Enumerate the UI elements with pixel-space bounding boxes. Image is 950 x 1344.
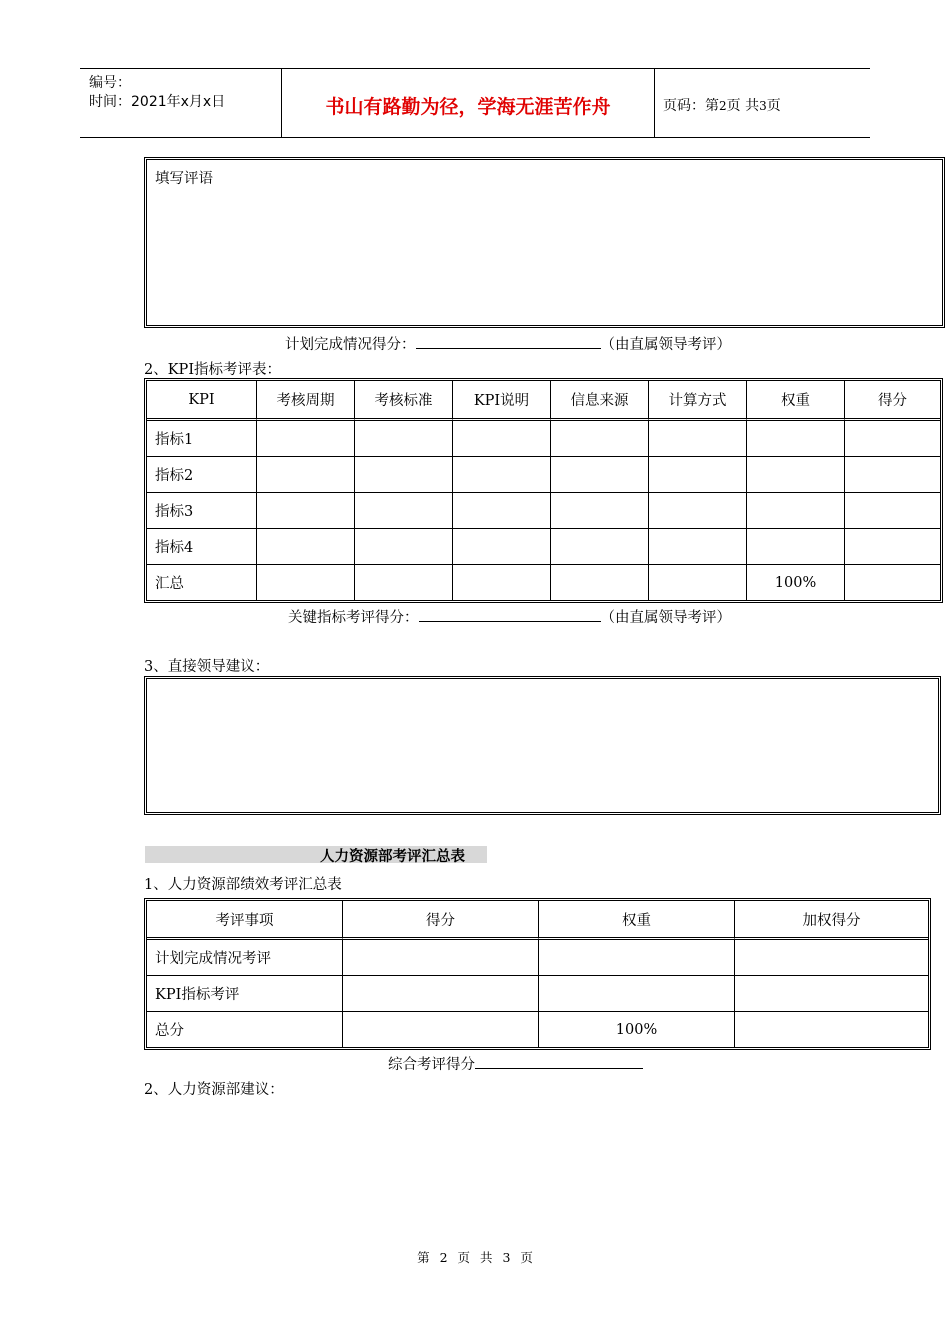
kpi-row-label: 指标1: [147, 421, 257, 457]
kpi-header-cell: 权重: [747, 381, 845, 421]
table-cell[interactable]: [453, 421, 551, 457]
table-cell[interactable]: [453, 565, 551, 600]
kpi-header-cell: 计算方式: [649, 381, 747, 421]
hr-row-label: 总分: [147, 1012, 343, 1047]
table-row: [147, 1012, 928, 1047]
table-cell[interactable]: [355, 493, 453, 529]
kpi-header-cell: 得分: [845, 381, 940, 421]
page-header: [80, 68, 870, 138]
table-cell[interactable]: [453, 529, 551, 565]
table-cell[interactable]: [845, 457, 940, 493]
plan-score-line: [285, 333, 731, 354]
page-suffix: 页: [766, 98, 781, 114]
total-score-label: 综合考评得分: [388, 1057, 475, 1073]
comments-box[interactable]: [144, 157, 945, 328]
kpi-row-label: 指标2: [147, 457, 257, 493]
plan-score-note: （由直属领导考评）: [600, 337, 731, 353]
weight-total-cell[interactable]: 100%: [539, 1012, 735, 1047]
kpi-score-blank[interactable]: [419, 607, 601, 622]
hr-advice-title: 2、人力资源部建议：: [144, 1082, 284, 1098]
table-cell[interactable]: [355, 421, 453, 457]
table-cell[interactable]: [649, 493, 747, 529]
page-current: 2: [719, 99, 727, 113]
kpi-table: [144, 378, 943, 603]
table-cell[interactable]: [355, 457, 453, 493]
kpi-header-cell: 考核周期: [257, 381, 355, 421]
table-cell[interactable]: [257, 565, 355, 600]
table-cell[interactable]: [257, 457, 355, 493]
table-row: [147, 940, 928, 976]
table-cell[interactable]: [747, 529, 845, 565]
table-cell[interactable]: [735, 976, 928, 1012]
table-cell[interactable]: [845, 565, 940, 600]
table-cell[interactable]: [747, 421, 845, 457]
hr-header-cell: 加权得分: [735, 901, 928, 940]
kpi-header-cell: KPI说明: [453, 381, 551, 421]
table-cell[interactable]: [845, 421, 940, 457]
time-label: 时间：2021年x月x日: [89, 94, 226, 110]
hr-heading: 人力资源部考评汇总表: [320, 848, 465, 865]
table-cell[interactable]: [845, 493, 940, 529]
table-cell[interactable]: [539, 940, 735, 976]
table-cell[interactable]: [649, 529, 747, 565]
table-cell[interactable]: [649, 565, 747, 600]
kpi-section-title: 2、KPI指标考评表：: [144, 362, 282, 378]
table-cell[interactable]: [551, 421, 649, 457]
table-cell[interactable]: [735, 940, 928, 976]
table-cell[interactable]: [649, 421, 747, 457]
table-row: [147, 421, 940, 457]
kpi-header-cell: 信息来源: [551, 381, 649, 421]
table-cell[interactable]: [453, 457, 551, 493]
table-cell[interactable]: [747, 493, 845, 529]
table-row: [147, 565, 940, 600]
leader-section-title: 3、直接领导建议：: [144, 659, 270, 675]
kpi-row-label: 汇总: [147, 565, 257, 600]
kpi-row-label: 指标4: [147, 529, 257, 565]
page-prefix: 页码：第: [663, 98, 719, 114]
page-footer: 第 2 页 共 3 页: [417, 1250, 533, 1265]
table-cell[interactable]: [257, 493, 355, 529]
hr-row-label: KPI指标考评: [147, 976, 343, 1012]
kpi-row-label: 指标3: [147, 493, 257, 529]
comments-label: 填写评语: [155, 171, 213, 187]
header-meta: [80, 69, 282, 137]
hr-subtitle: 1、人力资源部绩效考评汇总表: [144, 877, 342, 893]
hr-row-label: 计划完成情况考评: [147, 940, 343, 976]
page-mid: 页 共: [726, 98, 760, 114]
table-cell[interactable]: [845, 529, 940, 565]
kpi-header-cell: 考核标准: [355, 381, 453, 421]
table-cell[interactable]: [735, 1012, 928, 1047]
table-cell[interactable]: [257, 529, 355, 565]
kpi-score-note: （由直属领导考评）: [600, 610, 731, 626]
table-cell[interactable]: [551, 529, 649, 565]
page-indicator: [663, 95, 781, 115]
hr-summary-table: [144, 898, 931, 1050]
kpi-header-cell: KPI: [147, 381, 257, 421]
table-cell[interactable]: [343, 1012, 539, 1047]
table-row: [147, 976, 928, 1012]
plan-score-blank[interactable]: [416, 334, 601, 349]
table-cell[interactable]: [551, 493, 649, 529]
table-cell[interactable]: [343, 976, 539, 1012]
weight-total-cell[interactable]: 100%: [747, 565, 845, 600]
hr-heading-bar: [145, 846, 487, 863]
header-page-cell: [655, 69, 870, 137]
total-score-line: [388, 1053, 643, 1074]
hr-header-cell: 权重: [539, 901, 735, 940]
leader-advice-box[interactable]: [144, 676, 941, 815]
total-score-blank[interactable]: [475, 1054, 643, 1069]
page-total: 3: [759, 99, 767, 113]
table-cell[interactable]: [453, 493, 551, 529]
kpi-score-label: 关键指标考评得分：: [288, 610, 419, 626]
header-motto: 书山有路勤为径，学海无涯苦作舟: [325, 96, 611, 118]
table-row: [147, 529, 940, 565]
header-motto-cell: [282, 69, 655, 137]
table-cell[interactable]: [257, 421, 355, 457]
table-cell[interactable]: [649, 457, 747, 493]
table-cell[interactable]: [355, 529, 453, 565]
table-cell[interactable]: [539, 976, 735, 1012]
plan-score-label: 计划完成情况得分：: [285, 337, 416, 353]
table-cell[interactable]: [355, 565, 453, 600]
table-cell[interactable]: [551, 565, 649, 600]
table-cell[interactable]: [747, 457, 845, 493]
hr-header-cell: 得分: [343, 901, 539, 940]
kpi-score-line: [288, 606, 731, 627]
hr-header-cell: 考评事项: [147, 901, 343, 940]
table-cell[interactable]: [551, 457, 649, 493]
number-label: 编号：: [89, 75, 131, 91]
kpi-header-row: [147, 381, 940, 421]
table-row: [147, 493, 940, 529]
table-row: [147, 457, 940, 493]
table-cell[interactable]: [343, 940, 539, 976]
hr-header-row: [147, 901, 928, 940]
